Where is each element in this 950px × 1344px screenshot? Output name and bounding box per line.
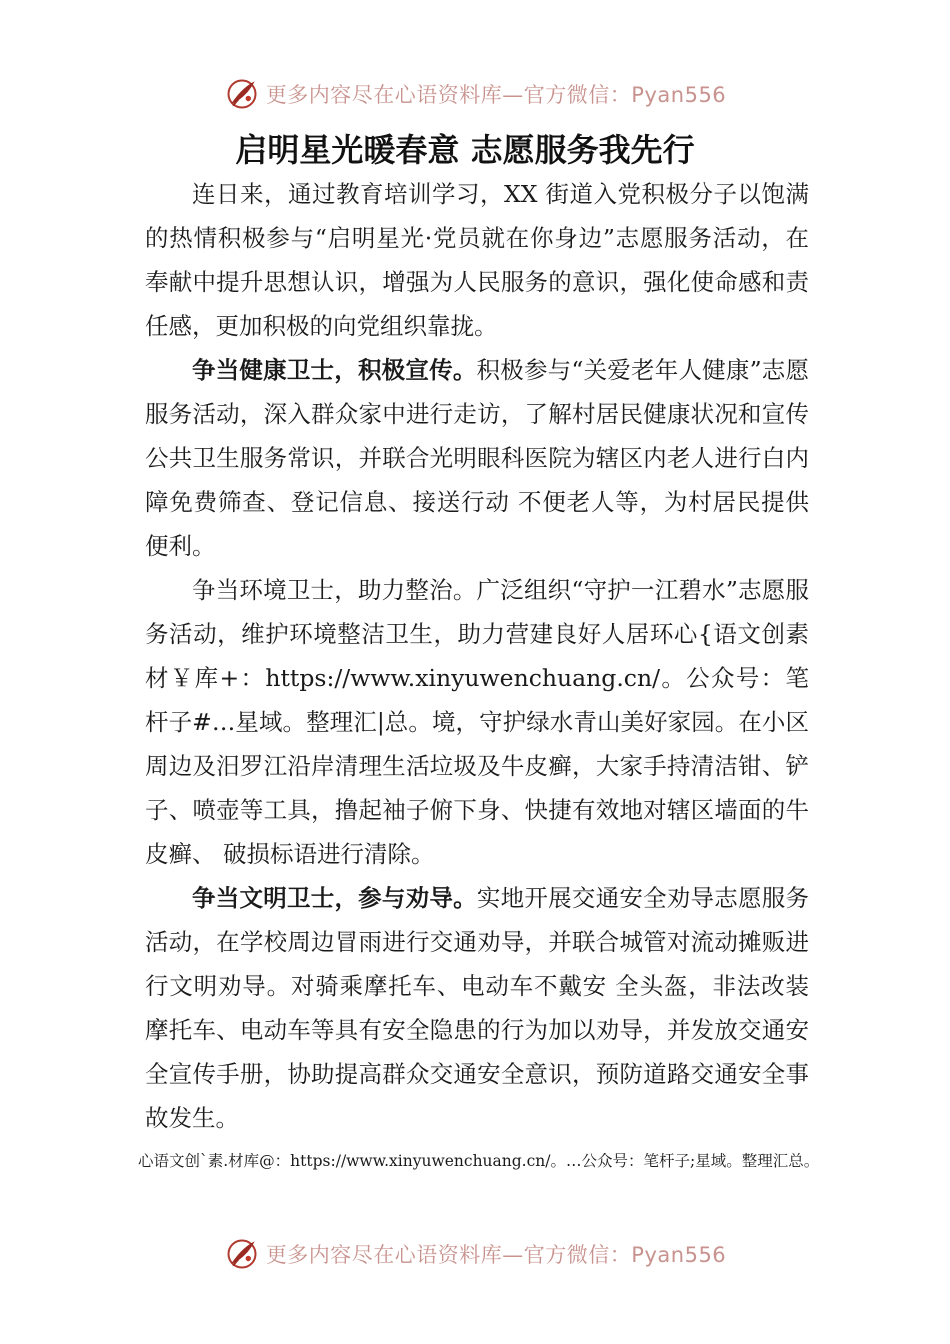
paragraph-environment [145,568,809,876]
document-body [145,172,809,1140]
paragraph-text: 连日来，通过教育培训学习，XX 街道入党积极分子以饱满的热情积极参与“启明星光·党员就在你身边”志愿服务活动，在奉献中提升思想认识，增强为人民服务的意识，强化使命感和责任感，更加积极的向党组织靠拢。 [145,180,809,340]
banner-text: 更多内容尽在心语资料库—官方微信：Pyan556 [265,1243,727,1267]
paragraph-lead: 争当健康卫士，积极宣传。 [192,356,477,384]
paragraph-text: 实地开展交通安全劝导志愿服务活动，在学校周边冒雨进行交通劝导，并联合城管对流动摊贩进行文明劝导。对骑乘摩托车、电动车不戴安 全头盔，非法改装摩托车、电动车等具有安全隐患的行为加以劝导，并发放交通安全宣传手册，协助提高群众交通安全意识，预防道路交通安全事故发生。 [145,884,810,1132]
feather-quill-logo-icon [224,1236,260,1272]
paragraph-text: 积极参与“关爱老年人健康”志愿服务活动，深入群众家中进行走访，了解村居民健康状况和宣传公共卫生服务常识，并联合光明眼科医院为辖区内老人进行白内障免费筛查、登记信息、接送行动 不便老人等，为村居民提供便利。 [145,356,810,560]
paragraph-intro [145,172,809,348]
document-title: 启明星光暖春意 志愿服务我先行 [235,131,695,169]
feather-quill-logo-icon [224,76,260,112]
paragraph-text: 争当环境卫士，助力整治。广泛组织“守护一江碧水”志愿服务活动，维护环境整洁卫生，助力营建良好人居环心{语文创素材￥库+：https://www.xinyuwenchuang.cn/。公众号：笔杆子#…星域。整理汇|总。境，守护绿水青山美好家园。在小区周边及汨罗江沿岸清理生活垃圾及牛皮癣，大家手持清洁钳、铲子、喷壶等工具，撸起袖子俯下身、快捷有效地对辖区墙面的牛皮癣、 破损标语进行清除。 [145,576,809,868]
paragraph-health [145,348,809,568]
banner-text: 更多内容尽在心语资料库—官方微信：Pyan556 [265,83,727,107]
paragraph-civility [145,876,809,1140]
footer-banner [0,1232,950,1276]
paragraph-lead: 争当文明卫士，参与劝导。 [192,884,477,912]
header-banner [0,72,950,116]
footnote: 心语文创`素.材库@：https://www.xinyuwenchuang.cn/。…公众号：笔杆子;星域。整理汇总。 [138,1152,820,1170]
